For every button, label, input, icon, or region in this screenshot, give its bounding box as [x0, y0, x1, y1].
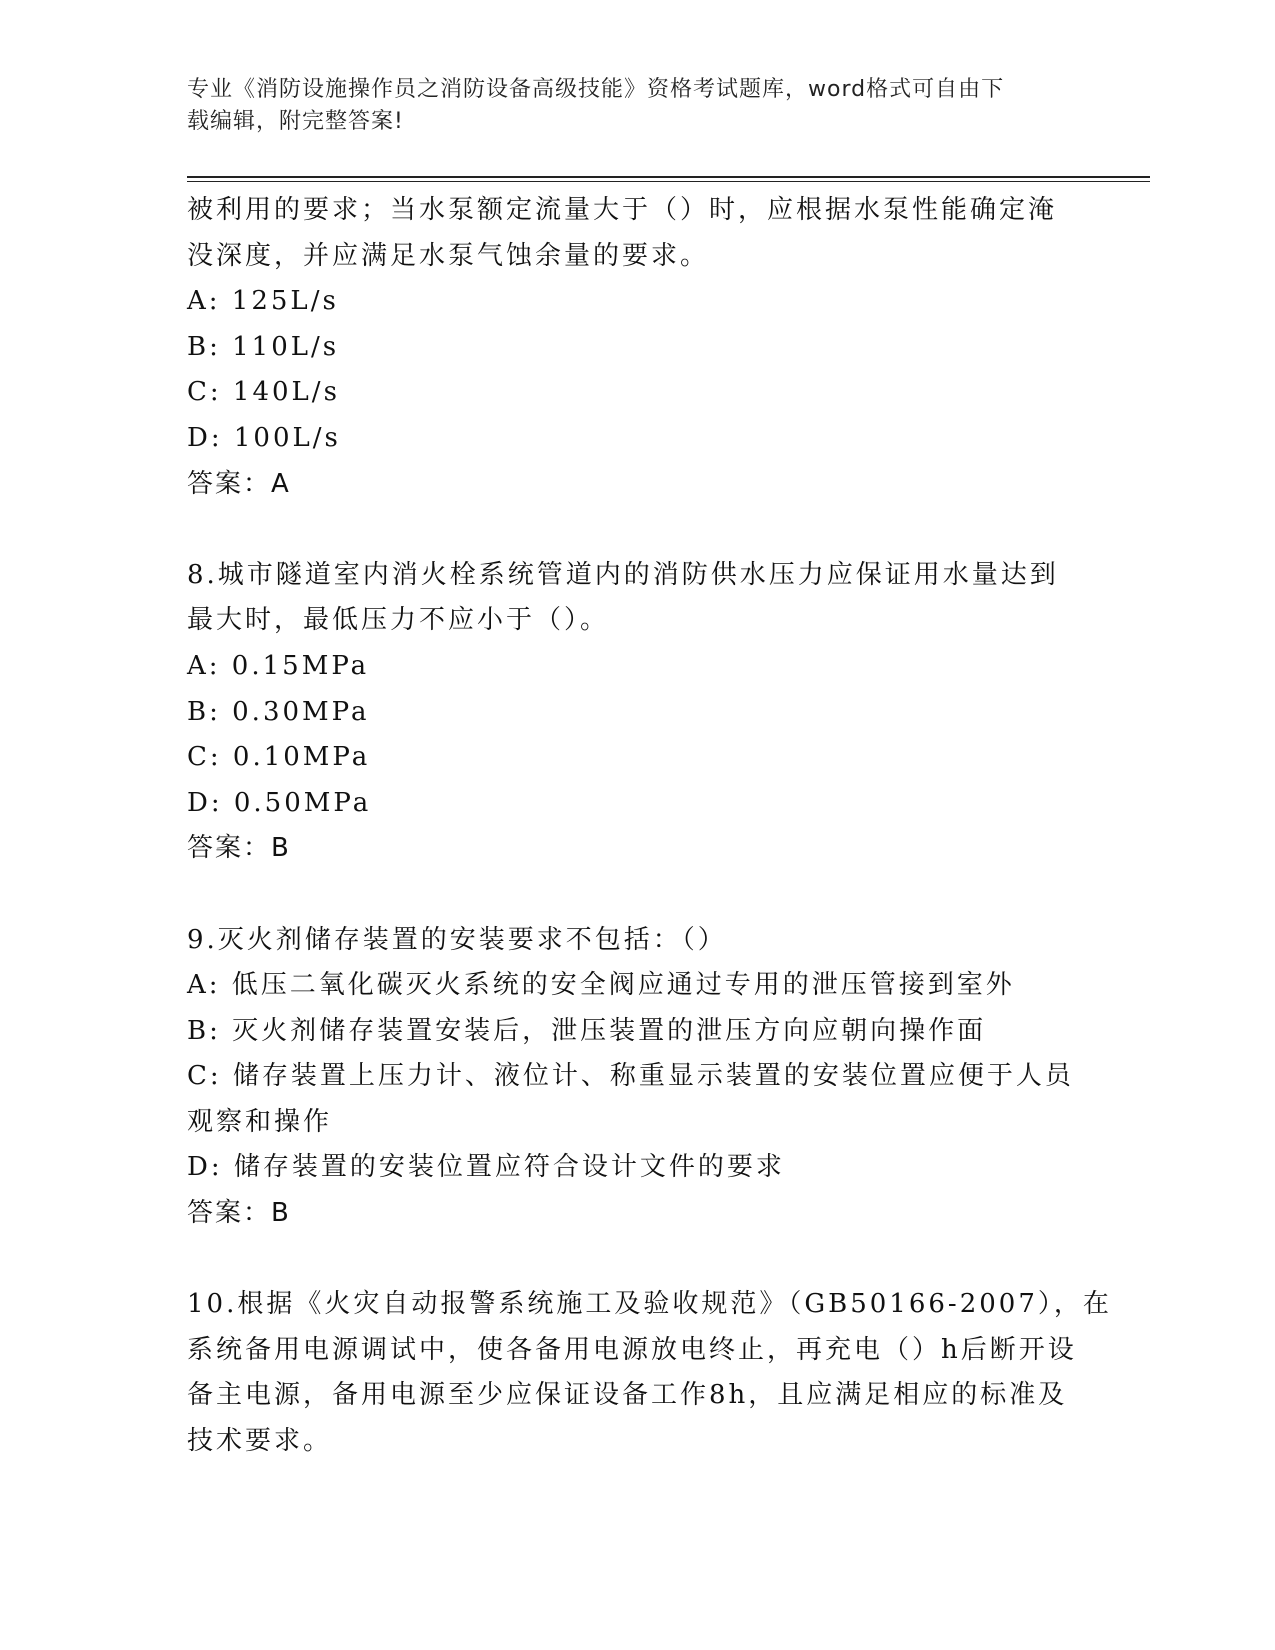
page-header	[187, 74, 1067, 138]
question-7	[187, 188, 1087, 507]
question-stem-line: 9.灭火剂储存装置的安装要求不包括：（）	[187, 924, 727, 955]
option-a: A: 低压二氧化碳灭火系统的安全阀应通过专用的泄压管接到室外	[187, 970, 1015, 1001]
question-stem-line: 系统备用电源调试中，使各备用电源放电终止，再充电（）h后断开设	[187, 1334, 1077, 1365]
question-stem-line: 10.根据《火灾自动报警系统施工及验收规范》（GB50166-2007），在	[187, 1289, 1112, 1320]
answer-line: 答案：B	[187, 1198, 291, 1229]
question-stem-line: 8.城市隧道室内消火栓系统管道内的消防供水压力应保证用水量达到	[187, 559, 1059, 590]
question-stem-line: 没深度，并应满足水泵气蚀余量的要求。	[187, 240, 710, 271]
option-a: A: 125L/s	[187, 286, 339, 317]
header-line-2: 载编辑，附完整答案!	[187, 109, 404, 134]
option-d: D: 100L/s	[187, 422, 341, 453]
header-line-1: 专业《消防设施操作员之消防设备高级技能》资格考试题库，word格式可自由下	[187, 77, 1005, 102]
option-c: C: 储存装置上压力计、液位计、称重显示装置的安装位置应便于人员	[187, 1061, 1074, 1092]
question-stem-line: 最大时，最低压力不应小于（）。	[187, 605, 610, 636]
answer-line: 答案：B	[187, 833, 291, 864]
question-stem-line: 备主电源，备用电源至少应保证设备工作8h，且应满足相应的标准及	[187, 1380, 1068, 1411]
option-b: B: 0.30MPa	[187, 696, 370, 727]
option-a: A: 0.15MPa	[187, 650, 370, 681]
option-d: D: 0.50MPa	[187, 787, 372, 818]
question-spacer	[187, 1237, 1087, 1283]
option-b: B: 110L/s	[187, 331, 340, 362]
option-b: B: 灭火剂储存装置安装后，泄压装置的泄压方向应朝向操作面	[187, 1015, 987, 1046]
question-spacer	[187, 507, 1087, 553]
question-stem-line: 技术要求。	[187, 1426, 333, 1457]
question-9	[187, 918, 1087, 1237]
question-10	[187, 1282, 1112, 1464]
question-list	[187, 188, 1112, 1465]
option-c-continued: 观察和操作	[187, 1106, 333, 1137]
header-divider-thick	[187, 176, 1150, 178]
option-c: C: 0.10MPa	[187, 742, 371, 773]
question-stem-line: 被利用的要求；当水泵额定流量大于（）时，应根据水泵性能确定淹	[187, 195, 1058, 225]
option-d: D: 储存装置的安装位置应符合设计文件的要求	[187, 1152, 785, 1183]
question-8	[187, 553, 1087, 872]
answer-line: 答案：A	[187, 468, 291, 499]
header-divider-thin	[187, 181, 1150, 182]
option-c: C: 140L/s	[187, 377, 340, 408]
question-spacer	[187, 872, 1087, 918]
